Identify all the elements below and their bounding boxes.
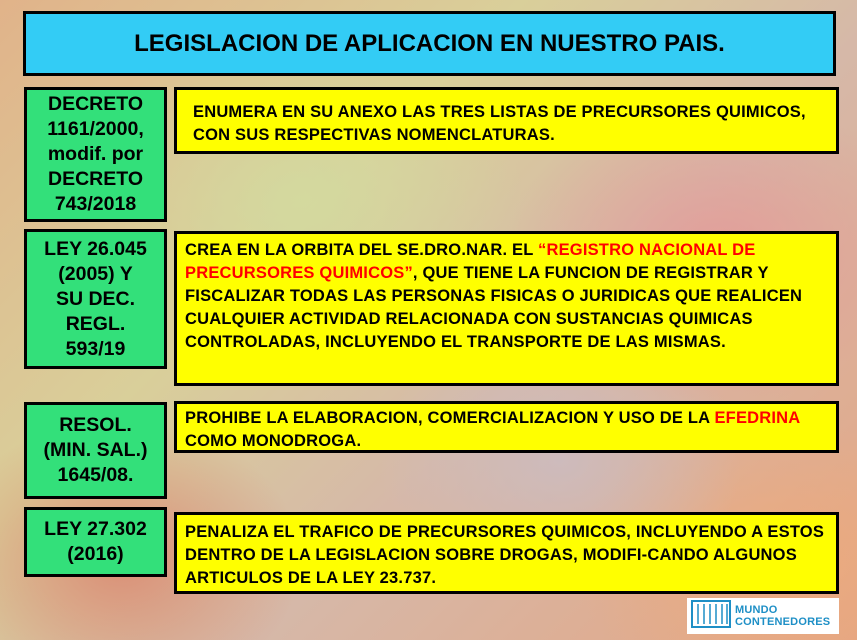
description-box-resol-1645 (174, 401, 839, 453)
law-line: DECRETO (48, 93, 143, 115)
law-line: modif. por (47, 143, 144, 165)
law-line: LEY 26.045 (44, 237, 147, 260)
law-line: 1645/08. (57, 464, 134, 486)
law-box-decreto-1161 (24, 87, 167, 222)
logo-mundo-contenedores (687, 598, 839, 634)
description-text: PENALIZA EL TRAFICO DE PRECURSORES QUIMICOS, INCLUYENDO A ESTOS DENTRO DE LA LEGISLACION SOBRE DROGAS, MODIFI-CANDO ALGUNOS ARTICULOS DE LA LEY 23.737. (185, 523, 825, 587)
description-text: PROHIBE LA ELABORACION, COMERCIALIZACION Y USO DE LA (185, 409, 715, 427)
description-text-continued: COMO MONODROGA. (185, 432, 362, 450)
law-line: 743/2018 (54, 193, 137, 215)
description-text: CREA EN LA ORBITA DEL SE.DRO.NAR. EL (185, 241, 539, 259)
law-box-resol-1645 (24, 402, 167, 499)
law-line: DECRETO (48, 168, 143, 190)
law-line: REGL. (65, 312, 126, 335)
logo-line: CONTENEDORES (735, 616, 831, 628)
page-title: LEGISLACION DE APLICACION EN NUESTRO PAIS. (23, 11, 836, 76)
law-line: (2005) Y (58, 262, 133, 285)
law-box-ley-27302 (24, 507, 167, 577)
description-box-ley-27302 (174, 512, 839, 594)
description-text: ENUMERA EN SU ANEXO LAS TRES LISTAS DE PRECURSORES QUIMICOS, CON SUS RESPECTIVAS NOMENCLATURAS. (193, 103, 806, 144)
law-line: (2016) (67, 543, 124, 565)
registro-nacional-highlight: “REGISTRO NACIONAL DE PRECURSORES QUIMICOS” (185, 241, 756, 282)
law-line: RESOL. (59, 414, 132, 436)
law-line: 593/19 (65, 337, 126, 360)
description-text-continued: , QUE TIENE LA FUNCION DE REGISTRAR Y FISCALIZAR TODAS LAS PERSONAS FISICAS O JURIDICAS QUE REALICEN CUALQUIER ACTIVIDAD RELACIONADA CON SUSTANCIAS QUIMICAS CONTROLADAS, INCLUYENDO EL TRANSPORTE DE LAS MISMAS. (185, 264, 803, 351)
logo-line: MUNDO (735, 604, 778, 616)
law-line: 1161/2000, (47, 118, 144, 140)
law-line: LEY 27.302 (44, 518, 147, 540)
description-box-decreto-1161 (174, 87, 839, 154)
efedrina-highlight: EFEDRINA (714, 409, 800, 427)
law-line: SU DEC. (55, 287, 136, 310)
law-box-ley-26045 (24, 229, 167, 369)
container-icon (691, 600, 731, 633)
description-box-ley-26045 (174, 231, 839, 386)
law-line: (MIN. SAL.) (43, 439, 148, 461)
